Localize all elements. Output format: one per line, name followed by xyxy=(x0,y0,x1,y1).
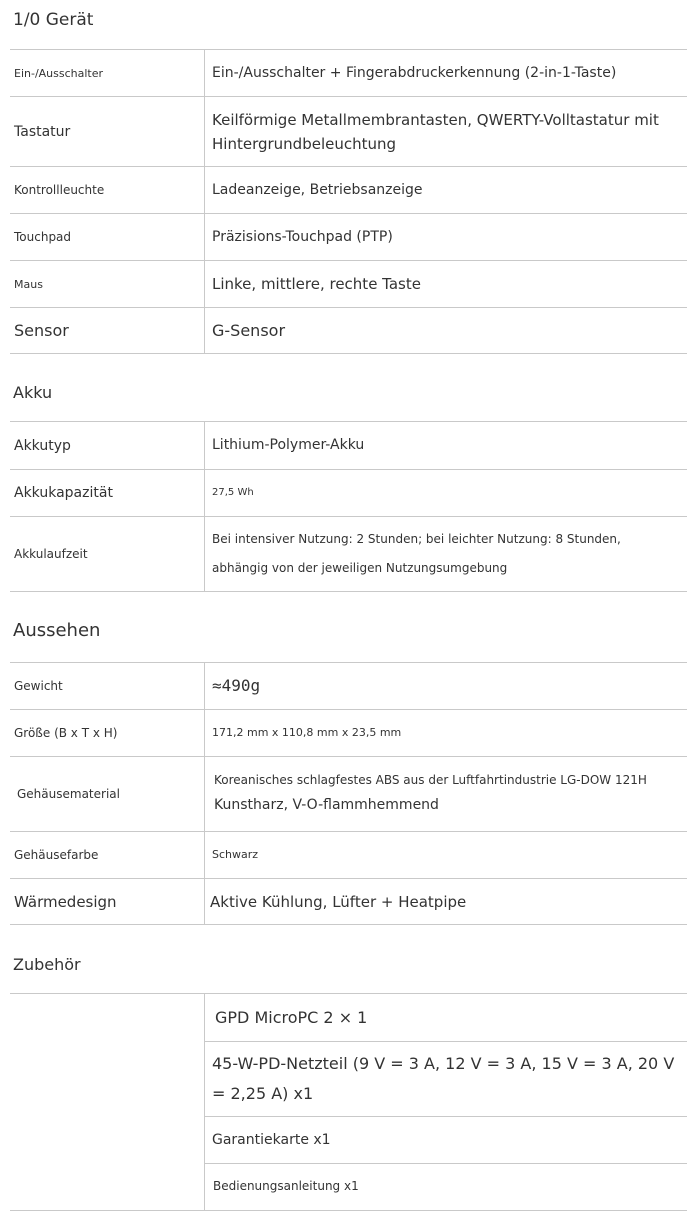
row-value: 27,5 Wh xyxy=(212,487,254,498)
table-row xyxy=(10,97,687,167)
accessory-item: Garantiekarte x1 xyxy=(212,1131,331,1148)
row-value xyxy=(205,757,687,831)
row-label: Gehäusematerial xyxy=(10,757,205,831)
row-value: 171,2 mm x 110,8 mm x 23,5 mm xyxy=(212,726,402,740)
section-title-aussehen: Aussehen xyxy=(13,620,101,641)
table-row xyxy=(10,663,687,710)
table-row xyxy=(10,832,687,879)
row-value: Lithium-Polymer-Akku xyxy=(212,437,365,454)
row-label: Akkukapazität xyxy=(10,470,205,516)
accessory-item: Bedienungsanleitung x1 xyxy=(213,1179,359,1194)
table-row xyxy=(10,757,687,832)
table-row xyxy=(10,422,687,470)
row-value: Bei intensiver Nutzung: 2 Stunden; bei leichter Nutzung: 8 Stunden, abhängig von der jeweiligen Nutzungsumgebung xyxy=(212,532,621,575)
list-item xyxy=(205,1117,687,1164)
table-row xyxy=(10,517,687,592)
row-label xyxy=(10,994,205,1211)
row-value-line: Kunstharz, V-O-flammhemmend xyxy=(214,797,439,814)
list-item xyxy=(205,994,687,1042)
table-row xyxy=(10,879,687,925)
row-value-line: Koreanisches schlagfestes ABS aus der Luftfahrtindustrie LG-DOW 121H xyxy=(214,773,647,788)
row-value: Ladeanzeige, Betriebsanzeige xyxy=(212,181,423,198)
table-row xyxy=(10,167,687,214)
row-value: Präzisions-Touchpad (PTP) xyxy=(212,228,393,245)
row-label: Sensor xyxy=(10,308,205,353)
section-title-io: 1/0 Gerät xyxy=(13,10,94,30)
table-row xyxy=(10,214,687,261)
section-title-zubehoer: Zubehör xyxy=(13,955,81,974)
accessory-item: GPD MicroPC 2 × 1 xyxy=(215,1007,368,1027)
list-item xyxy=(205,1164,687,1211)
row-label: Maus xyxy=(10,261,205,307)
spec-table-aussehen xyxy=(10,662,687,925)
spec-table-io xyxy=(10,49,687,354)
row-label: Ein-/Ausschalter xyxy=(10,50,205,96)
row-label: Gewicht xyxy=(10,663,205,709)
section-title-akku: Akku xyxy=(13,383,53,402)
accessory-list xyxy=(205,994,687,1211)
accessory-item: 45-W-PD-Netzteil (9 V = 3 A, 12 V = 3 A, 15 V = 3 A, 20 V = 2,25 A) x1 xyxy=(212,1054,675,1103)
table-row xyxy=(10,470,687,517)
spec-table-zubehoer xyxy=(10,993,687,1211)
row-value: Linke, mittlere, rechte Taste xyxy=(212,275,421,293)
list-item xyxy=(205,1042,687,1117)
row-value: Aktive Kühlung, Lüfter + Heatpipe xyxy=(210,892,467,911)
row-label: Gehäusefarbe xyxy=(10,832,205,878)
row-value: Schwarz xyxy=(212,848,259,862)
row-value: ≈490g xyxy=(212,676,261,696)
row-label: Akkulaufzeit xyxy=(10,517,205,591)
row-value: Keilförmige Metallmembrantasten, QWERTY-Volltastatur mit Hintergrundbeleuchtung xyxy=(212,110,659,153)
table-row xyxy=(10,50,687,97)
row-label: Wärmedesign xyxy=(10,879,205,924)
row-label: Kontrollleuchte xyxy=(10,167,205,213)
table-row xyxy=(10,308,687,354)
table-row xyxy=(10,710,687,757)
row-label: Tastatur xyxy=(10,97,205,166)
row-label: Touchpad xyxy=(10,214,205,260)
table-row xyxy=(10,261,687,308)
spec-table-akku xyxy=(10,421,687,592)
row-value: Ein-/Ausschalter + Fingerabdruckerkennung (2-in-1-Taste) xyxy=(212,64,617,81)
row-label: Akkutyp xyxy=(10,422,205,469)
row-value: G-Sensor xyxy=(212,320,286,340)
row-label: Größe (B x T x H) xyxy=(10,710,205,756)
